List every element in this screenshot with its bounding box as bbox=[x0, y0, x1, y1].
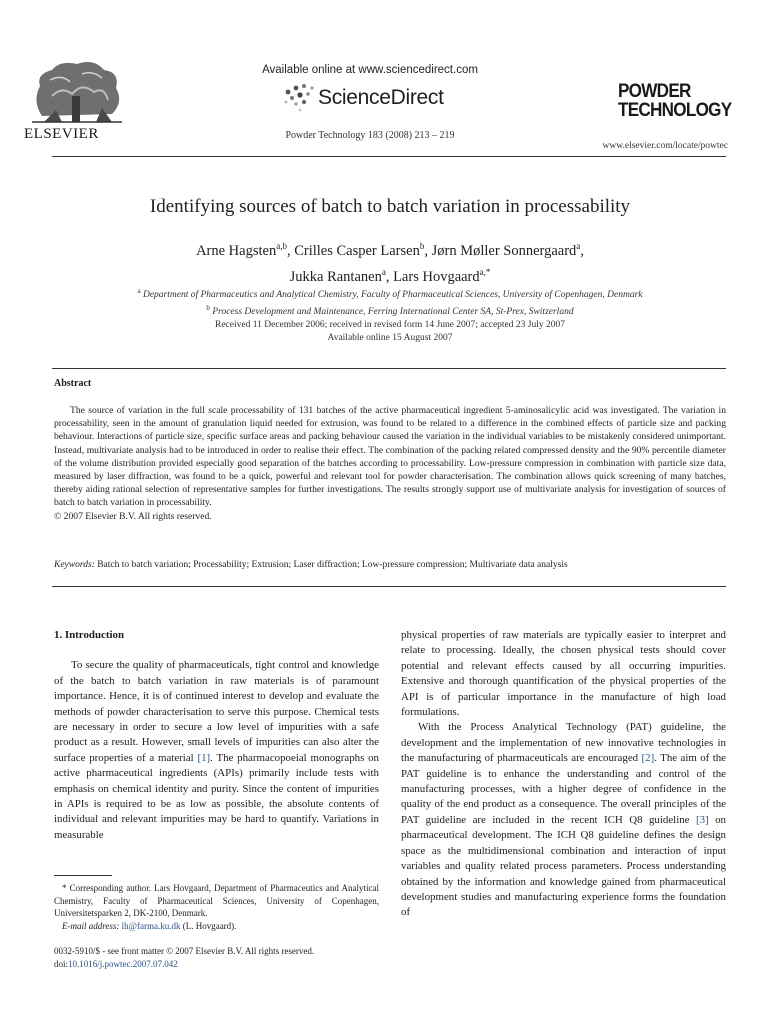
available-online-date: Available online 15 August 2007 bbox=[327, 333, 453, 343]
affiliations bbox=[0, 285, 768, 319]
abstract-copyright: © 2007 Elsevier B.V. All rights reserved. bbox=[54, 510, 212, 522]
reference-link-3[interactable]: [3] bbox=[695, 813, 709, 826]
paragraph-text: With the Process Analytical Technology (PAT) guideline, the development and the implementation of new innovative technologies in the manufacturing of pharmaceuticals are encouraged bbox=[401, 721, 726, 765]
intro-paragraph-continued: physical properties of raw materials are typically easier to interpret and relate to processing. Ideally, the chosen physical tests should cover potential and relevant effects caused by all occurring impurities. Extensive and thorough quantification of the physical properties of the API is of particular importance in the manufacture of high load formulations. bbox=[401, 629, 726, 719]
doi-link[interactable]: 10.1016/j.powtec.2007.07.042 bbox=[68, 959, 178, 969]
author-affil-sup: b bbox=[419, 241, 425, 251]
author-line-2 bbox=[0, 262, 768, 288]
corresponding-author-footnote bbox=[54, 882, 379, 932]
email-link[interactable]: lh@farma.ku.dk bbox=[121, 920, 181, 931]
author-separator: , bbox=[385, 268, 394, 285]
affiliation-sup: a bbox=[137, 287, 141, 295]
abstract-text: The source of variation in the full scale processability of 131 batches of the active pharmaceutical ingredient 5-aminosalicylic acid was investigated. The variation in processability, seen in the amount of granulation liquid needed for extrusion, was found to be related to a difference in the combined effects of particle size and packing behaviour. Interactions of particle size, specific surface areas and packing behaviour caused the variation in the individual variables to be mistakenly considered unimportant. Instead, multivariate analysis had to be introduced in order to realise their effect. The combination of the packing related compressed density and the 90% percentile diameter of the volume distribution provided especially good separation of the batches according to processability. Low-pressure compression in combination with particle size data, measured by laser diffraction, was found to be a quick, powerful and relevant tool for powder characterisation. The combination allows quick screening of many batches, thereby aiding rational selection of representative samples for further investigations. The results strongly support use of multivariate analysis for investigation of sources of batch to batch variation in processability. bbox=[54, 405, 726, 509]
affiliation-text: Department of Pharmaceutics and Analytical Chemistry, Faculty of Pharmaceutical Sciences, University of Copenhagen, Denmark bbox=[142, 290, 643, 301]
intro-paragraph-1 bbox=[54, 658, 379, 843]
author-separator: , bbox=[286, 242, 295, 259]
article-dates bbox=[0, 319, 768, 345]
author-name: Arne Hagsten bbox=[196, 242, 277, 259]
author-affil-sup: a bbox=[381, 266, 386, 277]
journal-logo bbox=[618, 82, 731, 120]
right-column bbox=[401, 628, 726, 921]
author-affil-sup: a,b bbox=[276, 241, 287, 251]
abstract-heading: Abstract bbox=[54, 378, 92, 389]
reference-link-2[interactable]: [2] bbox=[641, 752, 655, 765]
doi-prefix: doi: bbox=[54, 959, 69, 969]
abstract-body bbox=[54, 404, 726, 523]
reference-link-1[interactable]: [1] bbox=[197, 751, 211, 764]
affiliation-text: Process Development and Maintenance, Ferring International Center SA, St-Prex, Switzerland bbox=[212, 307, 574, 318]
footnote-rule bbox=[54, 875, 112, 876]
author-list bbox=[0, 236, 768, 288]
author-affil-sup: a,* bbox=[479, 266, 491, 277]
abstract-bottom-divider bbox=[52, 586, 726, 587]
doi-line bbox=[54, 958, 384, 971]
author-name: Jørn Møller Sonnergaard bbox=[431, 242, 577, 259]
publisher-name: ELSEVIER bbox=[24, 126, 99, 142]
author-name: Lars Hovgaard bbox=[393, 268, 480, 285]
article-title: Identifying sources of batch to batch variation in processability bbox=[149, 196, 631, 217]
affiliation-b bbox=[0, 302, 768, 319]
footnote-text: * Corresponding author. Lars Hovgaard, Department of Pharmaceutics and Analytical Chemistry, Faculty of Pharmaceutical Sciences, University of Copenhagen, Universitetsparken 2, DK-2100, Denmark. bbox=[54, 883, 379, 918]
paragraph-text: To secure the quality of pharmaceuticals, tight control and knowledge of the batch to batch variation in raw materials is of paramount importance. Hence, it is of continued interest to develop and evaluate the methods of powder characterisation to serve this purpose. Chemical tests are necessary in order to secure a low level of impurities with a safe product as a result. However, small levels of impurities can also alter the surface properties of a material bbox=[54, 659, 379, 764]
keywords-list: Batch to batch variation; Processability; Extrusion; Laser diffraction; Low-pressure compression; Multivariate data analysis bbox=[97, 560, 568, 570]
keywords-label: Keywords: bbox=[54, 560, 95, 570]
paragraph-text: on pharmaceutical development. The ICH Q8 guideline defines the design space as the multidimensional combination and interaction of input variables and quality related process parameters. Process understanding obtained by the information and knowledge gained from pharmaceutical development studies and manufacturing experience forms the foundation of bbox=[401, 813, 726, 919]
author-name: Jukka Rantanen bbox=[289, 268, 382, 285]
header-divider bbox=[52, 156, 726, 157]
author-affil-sup: a bbox=[576, 241, 581, 251]
journal-citation: Powder Technology 183 (2008) 213 – 219 bbox=[285, 130, 455, 141]
left-column bbox=[54, 628, 379, 843]
author-separator: , bbox=[424, 242, 432, 259]
email-suffix: (L. Hovgaard). bbox=[180, 920, 237, 931]
affiliation-sup: b bbox=[206, 304, 210, 313]
front-matter bbox=[54, 945, 384, 971]
sciencedirect-wordmark: ScienceDirect bbox=[318, 86, 444, 109]
author-separator: , bbox=[580, 242, 584, 259]
paragraph-text: . The aim of the PAT guideline is to enhance the understanding and control of the manufacturing processes, with a higher degree of confidence in the quality of the end product as a consequence. The overall principles of the PAT guideline are included in the recent ICH Q8 guideline bbox=[401, 752, 727, 826]
section-heading-introduction: 1. Introduction bbox=[54, 629, 124, 641]
received-dates: Received 11 December 2006; received in revised form 14 June 2007; accepted 23 July 2007 bbox=[215, 320, 565, 330]
journal-url-link[interactable]: www.elsevier.com/locate/powtec bbox=[602, 141, 728, 151]
email-label: E-mail address: bbox=[62, 920, 120, 931]
abstract-top-divider bbox=[52, 368, 726, 369]
available-online-text: Available online at www.sciencedirect.com bbox=[262, 64, 478, 76]
author-name: Crilles Casper Larsen bbox=[294, 242, 420, 259]
journal-logo-line1: POWDER bbox=[618, 81, 691, 102]
journal-logo-line2: TECHNOLOGY bbox=[618, 100, 732, 121]
author-line-1 bbox=[0, 236, 768, 262]
intro-paragraph-pat bbox=[401, 720, 726, 920]
issn-line: 0032-5910/$ - see front matter © 2007 Elsevier B.V. All rights reserved. bbox=[54, 946, 315, 956]
affiliation-a bbox=[0, 285, 768, 302]
keywords bbox=[54, 560, 726, 570]
paragraph-text: . The pharmacopoeial monographs on active pharmaceutical ingredients (APIs) primarily include tests with emphasis on chemical identity and purity. Since the content of impurities in APIs is required to be as low as possible, the absolute contents of individual and relevant impurities may be hard to quantify. Variations in measurable bbox=[54, 751, 379, 841]
